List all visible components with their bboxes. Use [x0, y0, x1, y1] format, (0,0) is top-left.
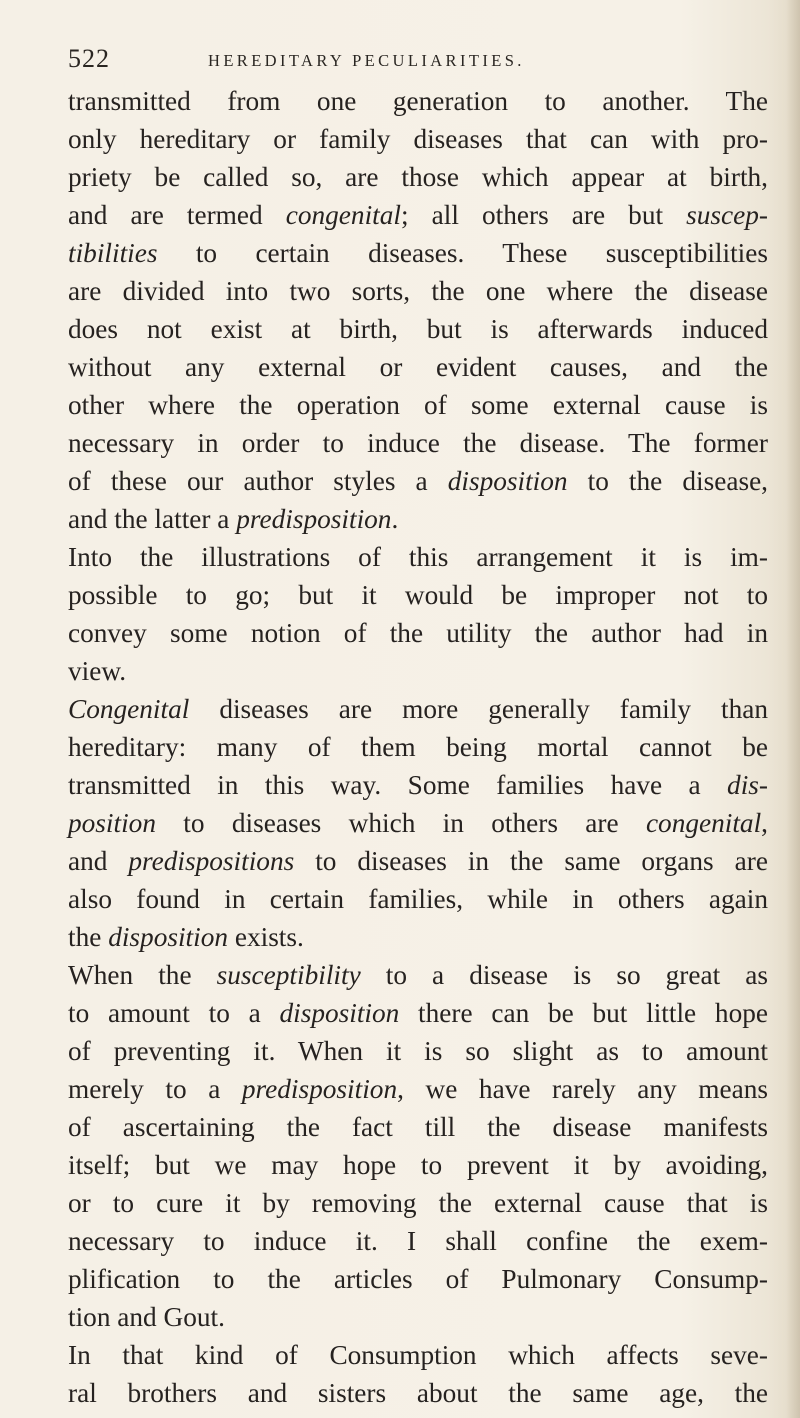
italic-term: suscep- [686, 200, 768, 230]
text-line: view. [68, 656, 127, 686]
text-line: hereditary: many of them being mortal cannot be [68, 732, 768, 762]
text-line: of preventing it. When it is so slight as to amount [68, 1036, 768, 1066]
text-line: necessary to induce it. I shall confine the exem- [68, 1226, 768, 1256]
page-edge-shadow [786, 0, 800, 1418]
text-line: Congenital diseases are more generally family than [68, 694, 768, 724]
italic-term: Congenital [68, 694, 190, 724]
running-head: HEREDITARY PECULIARITIES. [208, 51, 525, 70]
text-line: transmitted in this way. Some families have a dis- [68, 770, 768, 800]
italic-term: susceptibility [216, 960, 361, 990]
text-line: and predispositions to diseases in the same organs are [68, 846, 768, 876]
text-line: itself; but we may hope to prevent it by avoiding, [68, 1150, 768, 1180]
text-line: necessary in order to induce the disease. The former [68, 428, 768, 458]
italic-term: congenital [285, 200, 401, 230]
italic-term: dis- [727, 770, 768, 800]
text-line: tibilities to certain diseases. These susceptibilities [68, 238, 768, 268]
page-number: 522 [68, 44, 110, 73]
text-line: convey some notion of the utility the author had in [68, 618, 768, 648]
text-line: possible to go; but it would be improper not to [68, 580, 768, 610]
text-line: tion and Gout. [68, 1302, 225, 1332]
text-line: of ascertaining the fact till the disease manifests [68, 1112, 768, 1142]
text-line: are divided into two sorts, the one where the disease [68, 276, 768, 306]
italic-term: position [68, 808, 156, 838]
text-line: plification to the articles of Pulmonary Consump- [68, 1264, 768, 1294]
body-text [68, 82, 768, 1412]
text-line: Into the illustrations of this arrangement it is im- [68, 542, 768, 572]
text-line: and are termed congenital; all others are but suscep- [68, 200, 768, 230]
text-line: When the susceptibility to a disease is so great as [68, 960, 768, 990]
text-line: without any external or evident causes, and the [68, 352, 768, 382]
italic-term: disposition [447, 466, 568, 496]
text-line: transmitted from one generation to another. The [68, 86, 768, 116]
text-line: of these our author styles a disposition to the disease, [68, 466, 769, 496]
text-line: does not exist at birth, but is afterwards induced [68, 314, 768, 344]
page-header [68, 44, 768, 84]
text-line: to amount to a disposition there can be but little hope [68, 998, 768, 1028]
text-line: also found in certain families, while in others again [68, 884, 768, 914]
text-line: or to cure it by removing the external cause that is [68, 1188, 768, 1218]
text-line: and the latter a predisposition. [68, 504, 399, 534]
italic-term: predispositions [128, 846, 295, 876]
italic-term: disposition [279, 998, 400, 1028]
italic-term: tibilities [68, 238, 158, 268]
text-line: position to diseases which in others are congenital, [68, 808, 768, 838]
italic-term: predisposition [241, 1074, 398, 1104]
text-line: In that kind of Consumption which affects seve- [68, 1340, 768, 1370]
text-line: the disposition exists. [68, 922, 304, 952]
italic-term: predisposition [236, 504, 392, 534]
text-line: other where the operation of some external cause is [68, 390, 768, 420]
text-line: priety be called so, are those which appear at birth, [68, 162, 768, 192]
italic-term: congenital [645, 808, 762, 838]
text-line: merely to a predisposition, we have rarely any means [68, 1074, 769, 1104]
italic-term: disposition [108, 922, 229, 952]
text-line: only hereditary or family diseases that can with pro- [68, 124, 768, 154]
text-line: ral brothers and sisters about the same age, the [68, 1378, 768, 1408]
